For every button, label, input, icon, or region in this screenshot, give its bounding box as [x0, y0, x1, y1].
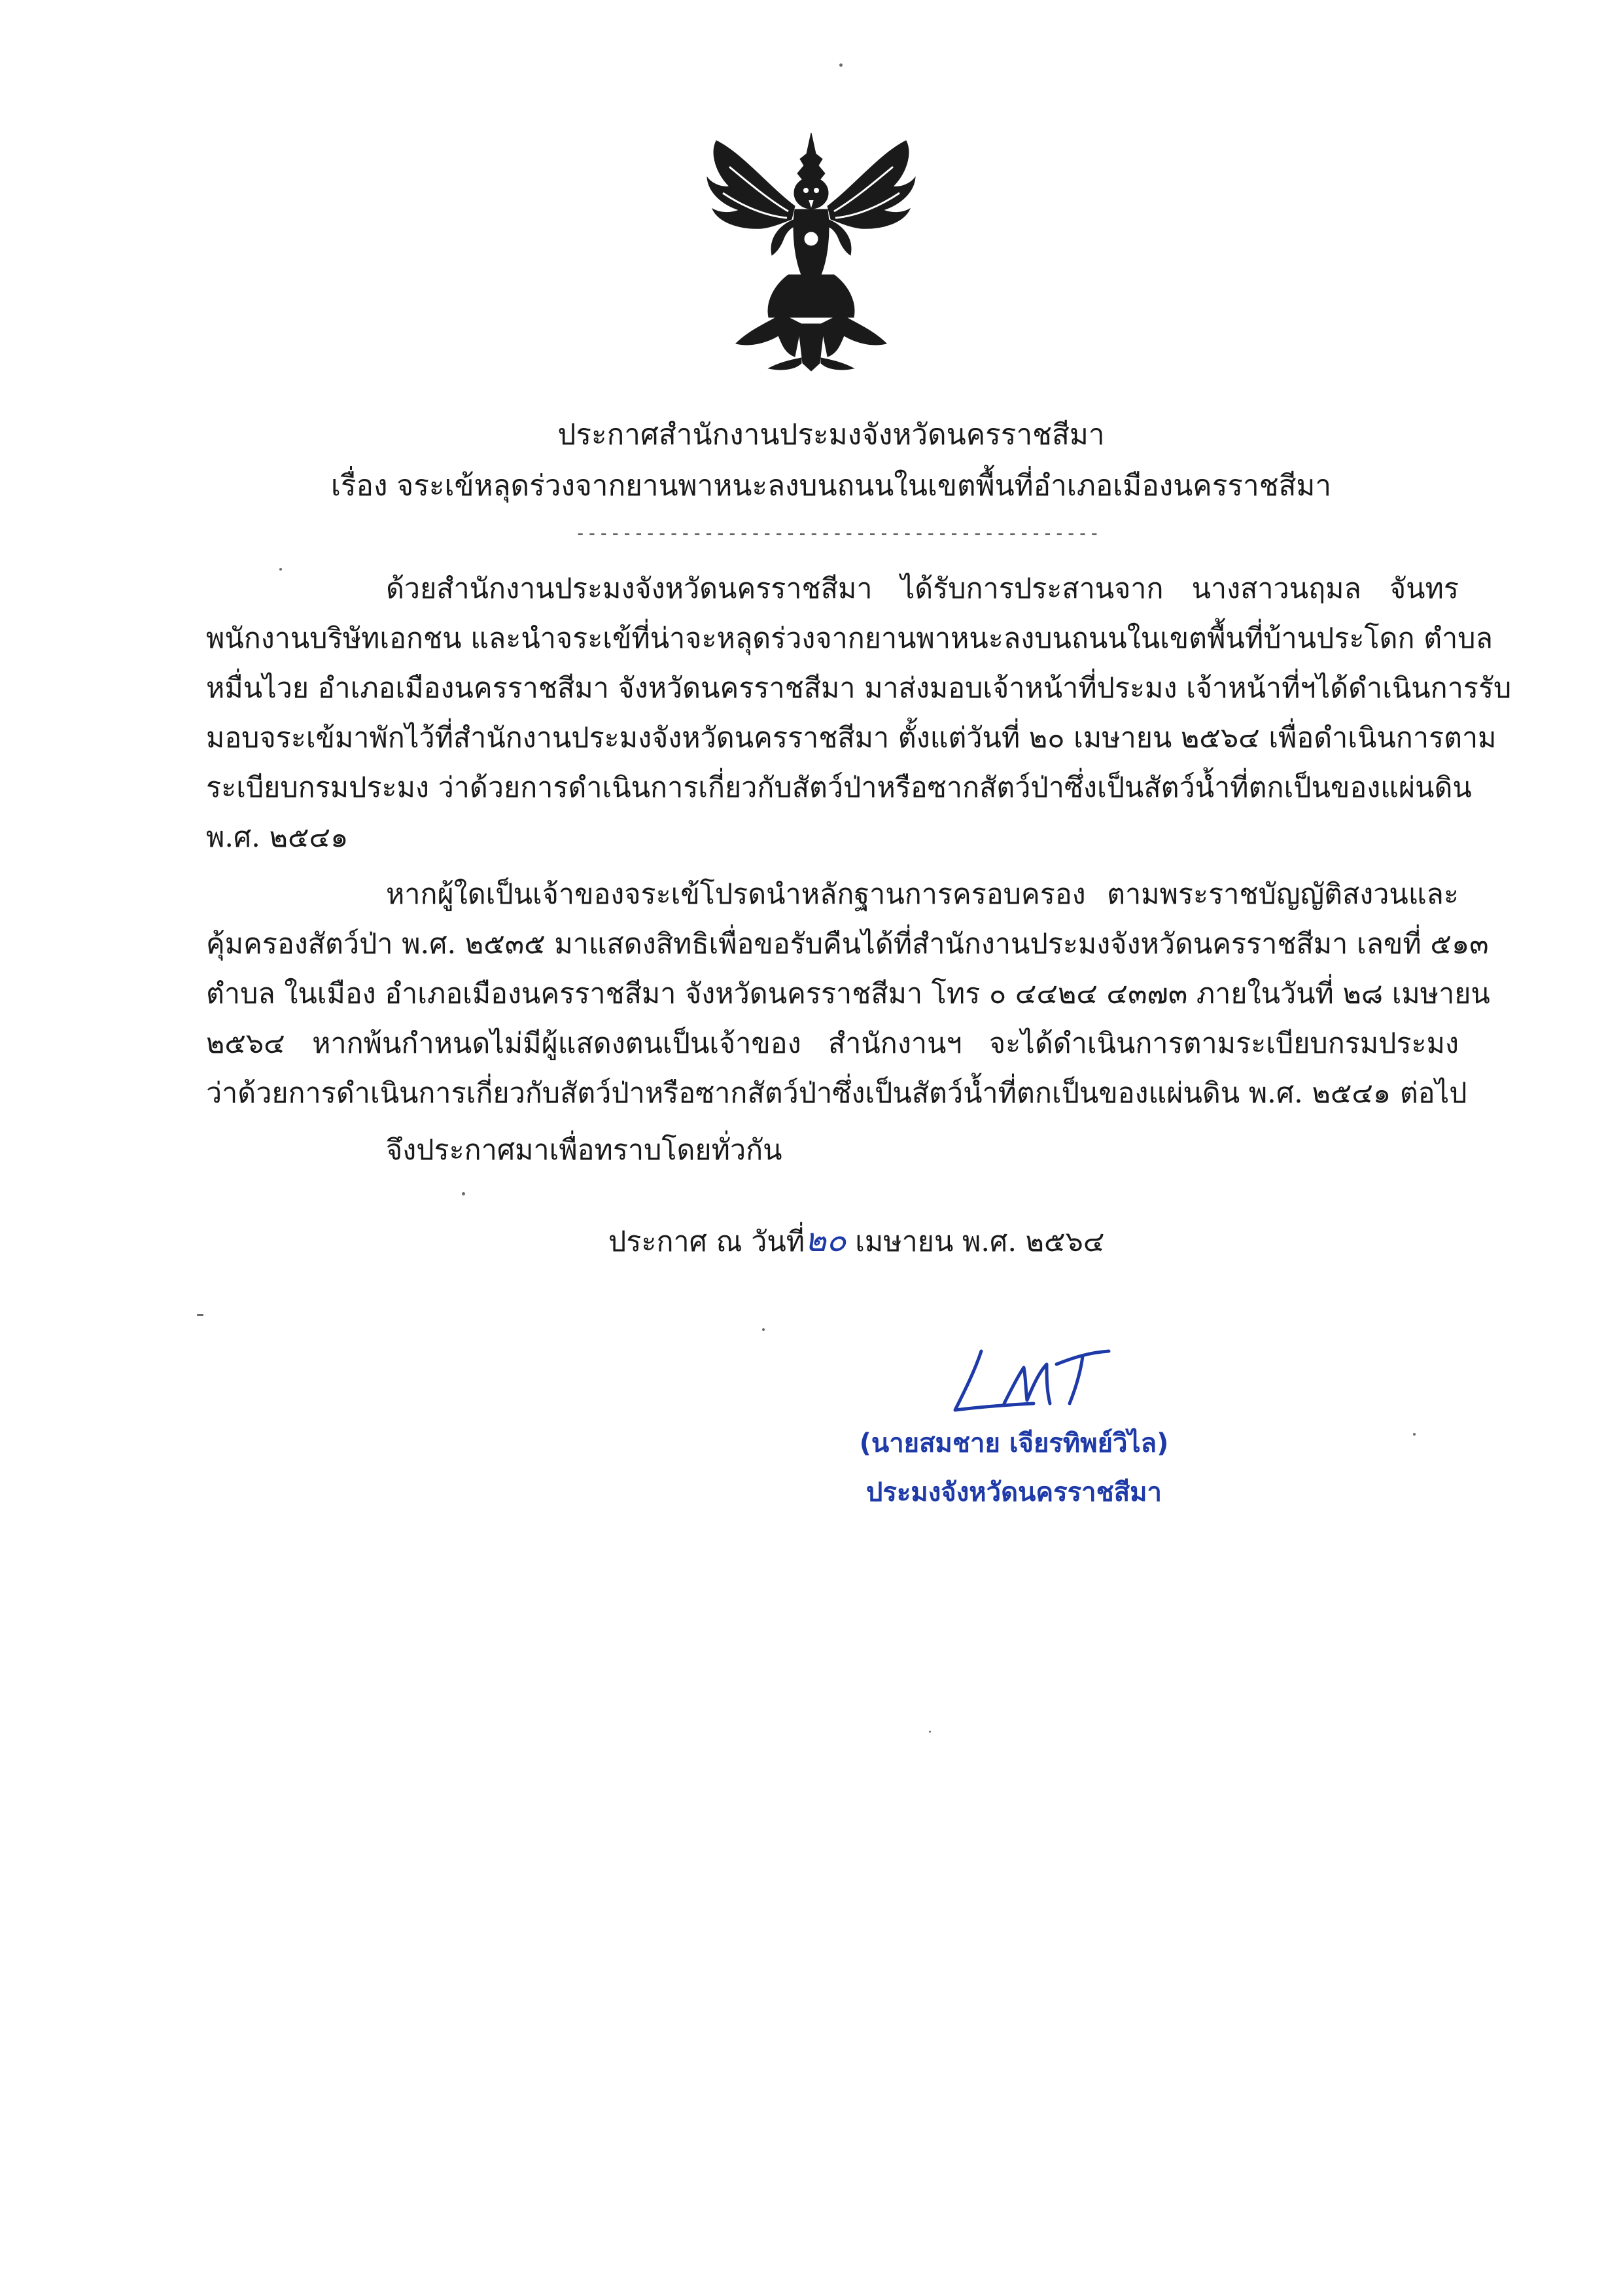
dateline-handwritten-day: ๒๐ — [805, 1221, 846, 1259]
scan-speck — [462, 1192, 465, 1195]
dateline — [608, 1220, 1104, 1262]
paragraph-2-line: ๒๕๖๔ หากพ้นกำหนดไม่มีผู้แสดงตนเป็นเจ้าของ สำนักงานฯ จะได้ดำเนินการตามระเบียบกรมประมง — [206, 1027, 1459, 1060]
paragraph-1-line: มอบจระเข้มาพักไว้ที่สำนักงานประมงจังหวัดนครราชสีมา ตั้งแต่วันที่ ๒๐ เมษายน ๒๕๖๔ เพื่อดำเนินการตาม — [206, 722, 1497, 754]
scan-speck — [1413, 1433, 1416, 1436]
closing-statement: จึงประกาศมาเพื่อทราบโดยทั่วกัน — [386, 1134, 782, 1167]
announcement-subject: เรื่อง จระเข้หลุดร่วงจากยานพาหนะลงบนถนนในเขตพื้นที่อำเภอเมืองนครราชสีมา — [330, 469, 1332, 503]
paragraph-2-line: ตำบล ในเมือง อำเภอเมืองนครราชสีมา จังหวัดนครราชสีมา โทร ๐ ๔๔๒๔ ๔๓๗๓ ภายในวันที่ ๒๘ เมษายน — [206, 978, 1490, 1010]
paragraph-1-line: พนักงานบริษัทเอกชน และนำจระเข้ที่น่าจะหลุดร่วงจากยานพาหนะลงบนถนนในเขตพื้นที่บ้านประโดก ตำบล — [206, 622, 1493, 655]
paragraph-2-line: คุ้มครองสัตว์ป่า พ.ศ. ๒๕๓๕ มาแสดงสิทธิเพื่อขอรับคืนได้ที่สำนักงานประมงจังหวัดนครราชสีมา เลขที่ ๕๑๓ — [206, 928, 1489, 961]
handwritten-signature-icon — [942, 1338, 1119, 1423]
paragraph-1-line: ด้วยสำนักงานประมงจังหวัดนครราชสีมา ได้รับการประสานจาก นางสาวนฤมล จันทร — [386, 573, 1459, 605]
signer-position: ประมงจังหวัดนครราชสีมา — [866, 1477, 1162, 1508]
dateline-prefix: ประกาศ ณ วันที่ — [608, 1226, 805, 1258]
scan-speck — [762, 1328, 765, 1331]
garuda-emblem-icon — [703, 128, 919, 376]
scan-speck — [197, 1314, 203, 1316]
paragraph-2-line: ว่าด้วยการดำเนินการเกี่ยวกับสัตว์ป่าหรือซากสัตว์ป่าซึ่งเป็นสัตว์น้ำที่ตกเป็นของแผ่นดิน พ.ศ. ๒๕๔๑ ต่อไป — [206, 1077, 1467, 1110]
scan-speck — [839, 63, 843, 67]
paragraph-1-line: ระเบียบกรมประมง ว่าด้วยการดำเนินการเกี่ยวกับสัตว์ป่าหรือซากสัตว์ป่าซึ่งเป็นสัตว์น้ำที่ตกเป็นของแผ่นดิน — [206, 771, 1472, 804]
paragraph-1-line: หมื่นไวย อำเภอเมืองนครราชสีมา จังหวัดนครราชสีมา มาส่งมอบเจ้าหน้าที่ประมง เจ้าหน้าที่ฯได้ดำเนินการรับ — [206, 672, 1512, 705]
heading-separator: --------------------------------------------- — [574, 522, 1101, 544]
announcement-title: ประกาศสำนักงานประมงจังหวัดนครราชสีมา — [557, 418, 1105, 451]
paragraph-1-line: พ.ศ. ๒๕๔๑ — [206, 821, 349, 854]
signer-name: (นายสมชาย เจียรทิพย์วิไล) — [859, 1428, 1169, 1458]
scan-speck — [929, 1731, 931, 1733]
dateline-suffix: เมษายน พ.ศ. ๒๕๖๔ — [855, 1226, 1105, 1258]
scan-speck — [279, 568, 282, 571]
paragraph-2-line: หากผู้ใดเป็นเจ้าของจระเข้โปรดนำหลักฐานการครอบครอง ตามพระราชบัญญัติสงวนและ — [386, 878, 1459, 911]
